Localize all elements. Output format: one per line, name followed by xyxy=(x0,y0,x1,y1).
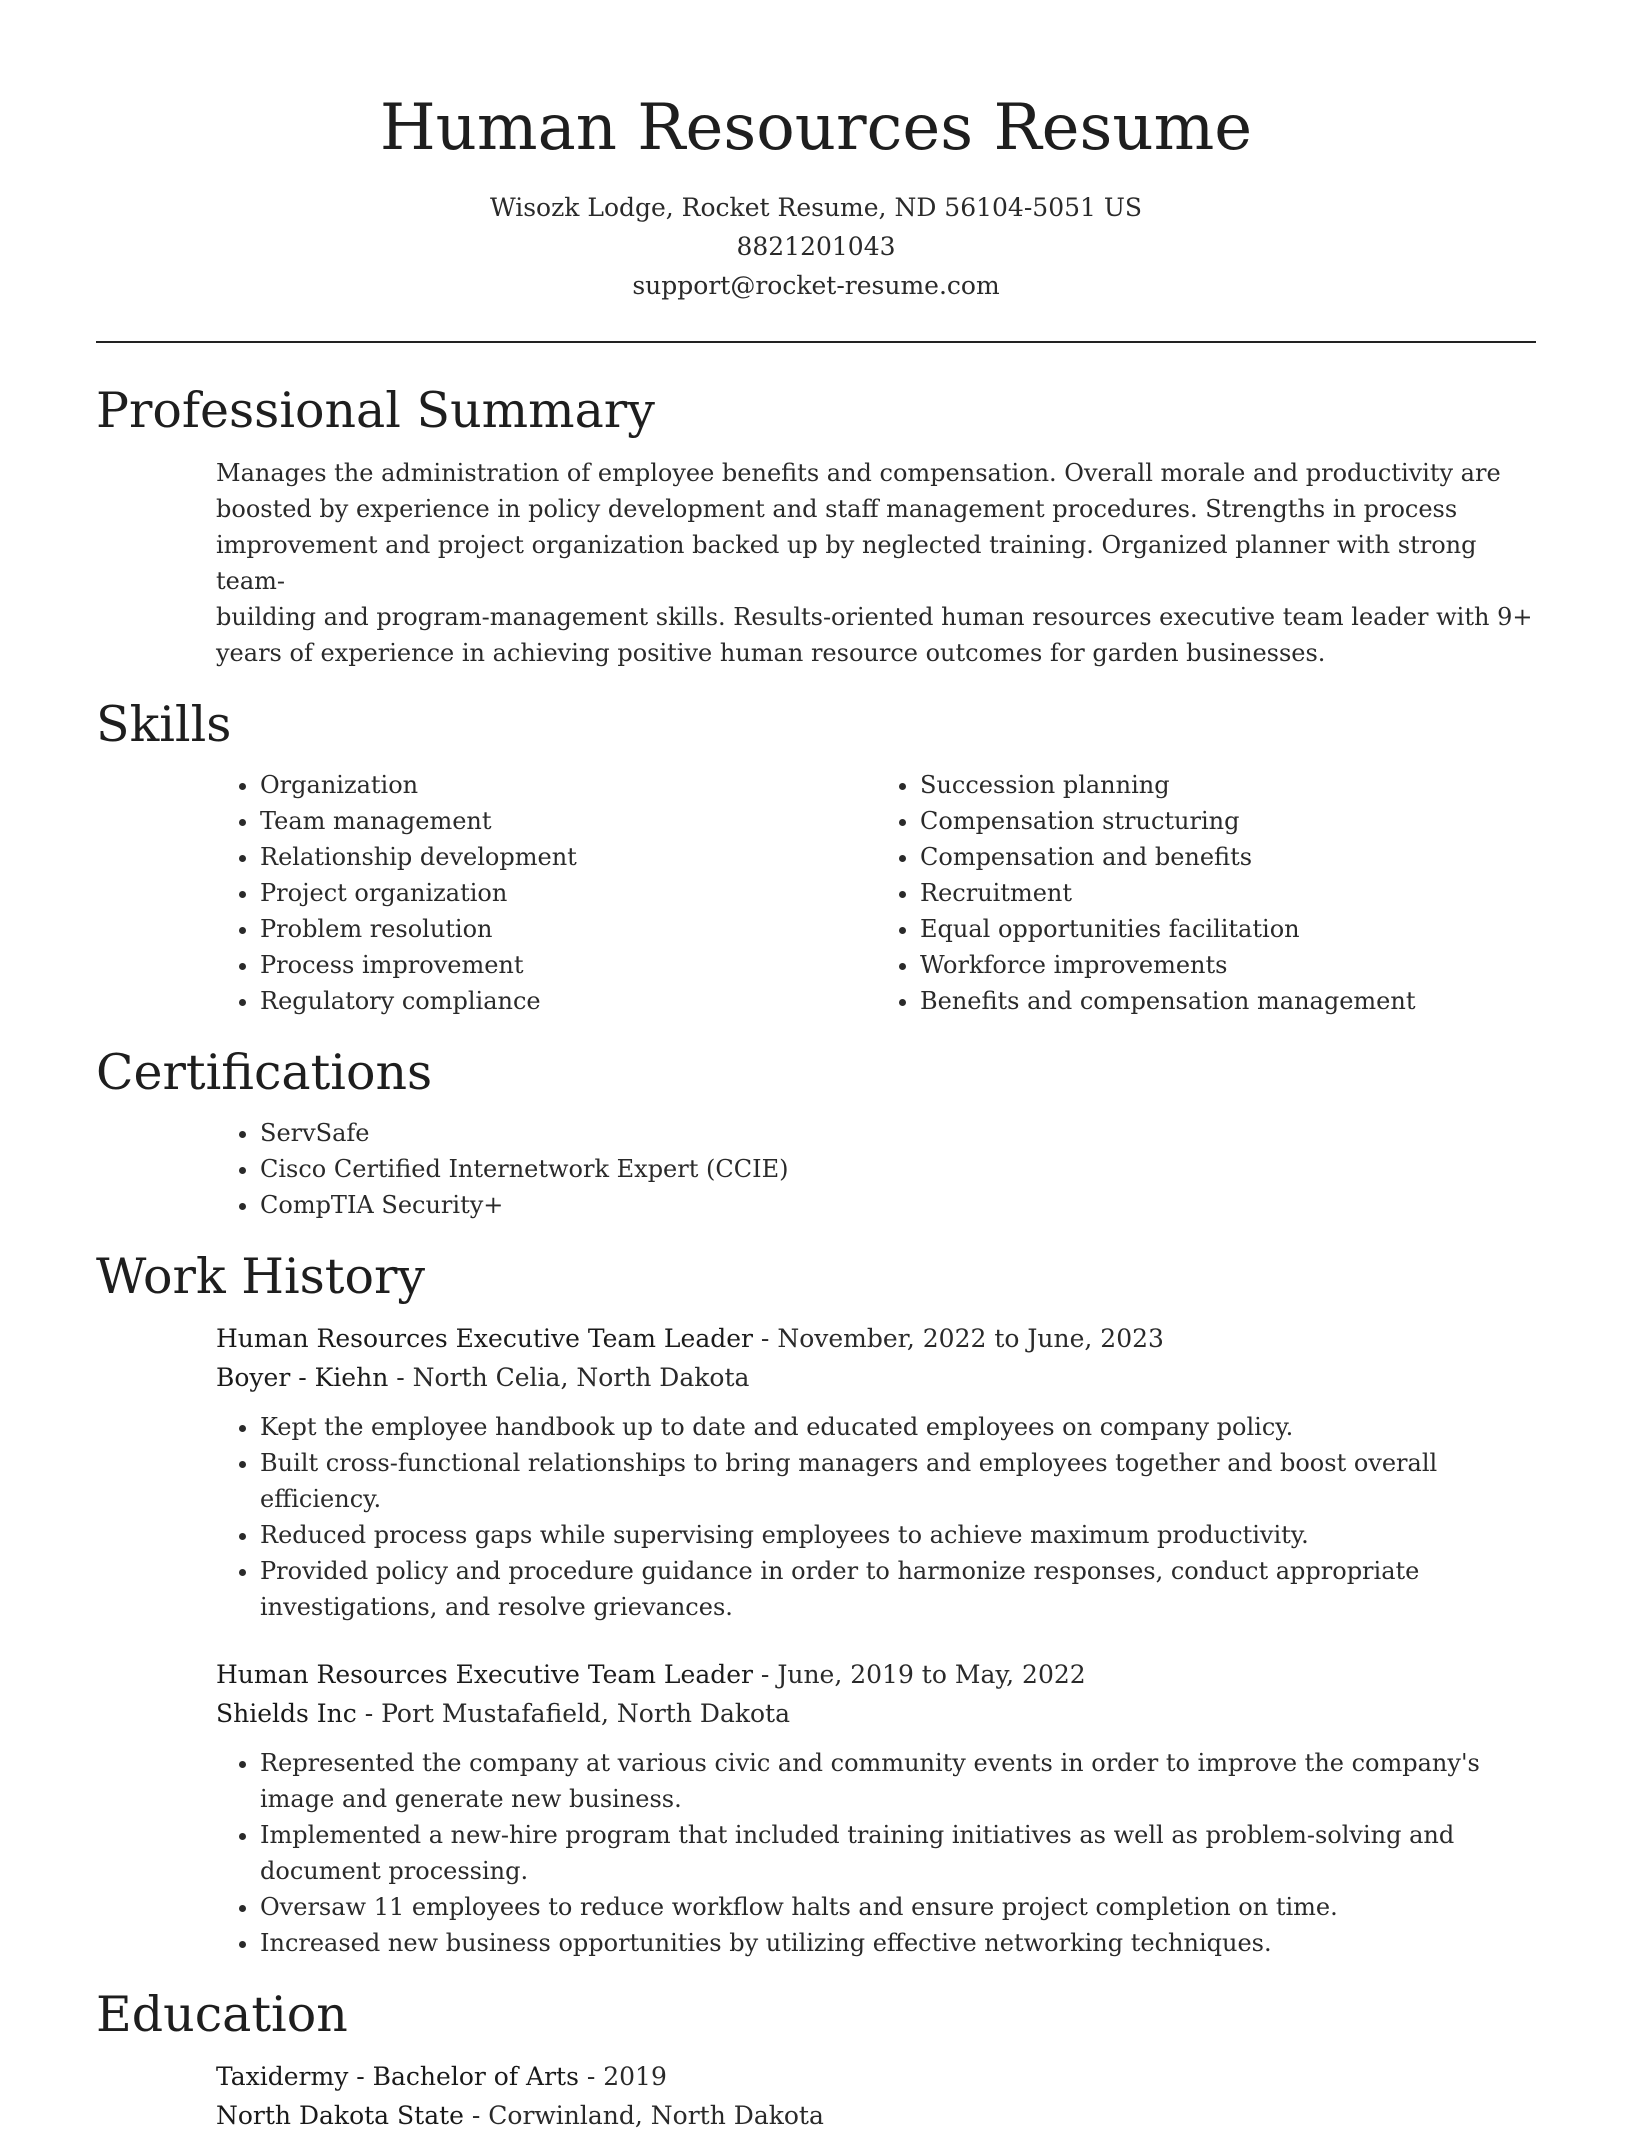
job-bullet: • Provided policy and procedure guidance in order to harmonize responses, conduct appropriate investigations, and resolve grievances. xyxy=(260,1553,1536,1625)
summary-line: improvement and project organization backed up by neglected training. Organized planner with strong team- xyxy=(216,531,1477,595)
job-dates: - June, 2019 to May, 2022 xyxy=(752,1660,1086,1689)
job-bullet: • Oversaw 11 employees to reduce workflow halts and ensure project completion on time. xyxy=(260,1889,1536,1925)
job-bullet: • Implemented a new-hire program that included training initiatives as well as problem-solving and document processing. xyxy=(260,1817,1536,1889)
skill-item: • Regulatory compliance xyxy=(260,983,876,1019)
education-school: North Dakota State xyxy=(216,2101,464,2130)
contact-email: support@rocket-resume.com xyxy=(632,271,1000,300)
job-bullet: • Kept the employee handbook up to date and educated employees on company policy. xyxy=(260,1409,1536,1445)
section-title-certifications: Certifications xyxy=(96,1044,433,1101)
work-section xyxy=(96,1247,1536,1961)
summary-line: building and program-management skills. Results-oriented human resources executive team leader with 9+ xyxy=(216,603,1533,631)
skills-list-left xyxy=(216,767,876,1019)
section-title-summary: Professional Summary xyxy=(96,382,655,439)
certifications-list xyxy=(216,1115,1536,1223)
job-bullet: • Represented the company at various civic and community events in order to improve the company's image and generate new business. xyxy=(260,1745,1536,1817)
education-degree: Taxidermy - Bachelor of Arts xyxy=(216,2062,579,2091)
education-section xyxy=(96,1985,1536,2135)
skill-item: • Recruitment xyxy=(920,875,1536,911)
job-company: Boyer - Kiehn xyxy=(216,1363,389,1392)
job-location: - Port Mustafafield, North Dakota xyxy=(356,1699,790,1728)
skill-item: • Equal opportunities facilitation xyxy=(920,911,1536,947)
job-title: Human Resources Executive Team Leader xyxy=(216,1324,753,1353)
contact-address: Wisozk Lodge, Rocket Resume, ND 56104-5051 US xyxy=(489,193,1143,222)
job-title-line xyxy=(216,1655,1536,1694)
job-company-line xyxy=(216,1358,1536,1397)
summary-line: boosted by experience in policy development and staff management procedures. Strengths in process xyxy=(216,495,1458,523)
skills-section xyxy=(96,695,1536,1019)
job-bullet: • Increased new business opportunities by utilizing effective networking techniques. xyxy=(260,1925,1536,1961)
skill-item: • Team management xyxy=(260,803,876,839)
section-title-work: Work History xyxy=(96,1248,426,1305)
job-dates: - November, 2022 to June, 2023 xyxy=(752,1324,1164,1353)
skill-item: • Relationship development xyxy=(260,839,876,875)
skills-list-right xyxy=(876,767,1536,1019)
job-bullet: • Built cross-functional relationships to bring managers and employees together and boost overall efficiency. xyxy=(260,1445,1536,1517)
page-title: Human Resources Resume xyxy=(379,91,1253,165)
job-title-line xyxy=(216,1319,1536,1358)
certification-item: • CompTIA Security+ xyxy=(260,1187,1536,1223)
certifications-body xyxy=(216,1115,1536,1223)
certifications-section xyxy=(96,1043,1536,1223)
skill-item: • Compensation structuring xyxy=(920,803,1536,839)
job-company: Shields Inc xyxy=(216,1699,357,1728)
job-entry xyxy=(216,1319,1536,1625)
job-title: Human Resources Executive Team Leader xyxy=(216,1660,753,1689)
summary-body xyxy=(216,455,1536,671)
job-company-line xyxy=(216,1694,1536,1733)
education-degree-line xyxy=(216,2057,1536,2096)
section-title-education: Education xyxy=(96,1986,348,2043)
job-bullets xyxy=(216,1745,1536,1961)
skill-item: • Project organization xyxy=(260,875,876,911)
job-bullets xyxy=(216,1409,1536,1625)
resume-header xyxy=(96,0,1536,305)
skill-item: • Problem resolution xyxy=(260,911,876,947)
certification-item: • ServSafe xyxy=(260,1115,1536,1151)
resume-page xyxy=(96,0,1536,2135)
summary-line: years of experience in achieving positive human resource outcomes for garden businesses. xyxy=(216,639,1326,667)
job-bullet: • Reduced process gaps while supervising employees to achieve maximum productivity. xyxy=(260,1517,1536,1553)
education-entry xyxy=(216,2057,1536,2135)
skill-item: • Workforce improvements xyxy=(920,947,1536,983)
contact-phone: 8821201043 xyxy=(736,232,896,261)
summary-line: Manages the administration of employee benefits and compensation. Overall morale and productivity are xyxy=(216,459,1501,487)
education-year: - 2019 xyxy=(578,2062,667,2091)
skill-item: • Benefits and compensation management xyxy=(920,983,1536,1019)
certification-item: • Cisco Certified Internetwork Expert (CCIE) xyxy=(260,1151,1536,1187)
job-location: - North Celia, North Dakota xyxy=(388,1363,750,1392)
skill-item: • Compensation and benefits xyxy=(920,839,1536,875)
skills-grid xyxy=(216,767,1536,1019)
skill-item: • Succession planning xyxy=(920,767,1536,803)
education-location: - Corwinland, North Dakota xyxy=(463,2101,824,2130)
section-title-skills: Skills xyxy=(96,696,232,753)
header-divider xyxy=(96,341,1536,343)
contact-block xyxy=(96,188,1536,305)
job-entry xyxy=(216,1655,1536,1961)
summary-section xyxy=(96,381,1536,671)
skill-item: • Process improvement xyxy=(260,947,876,983)
education-school-line xyxy=(216,2096,1536,2135)
skill-item: • Organization xyxy=(260,767,876,803)
